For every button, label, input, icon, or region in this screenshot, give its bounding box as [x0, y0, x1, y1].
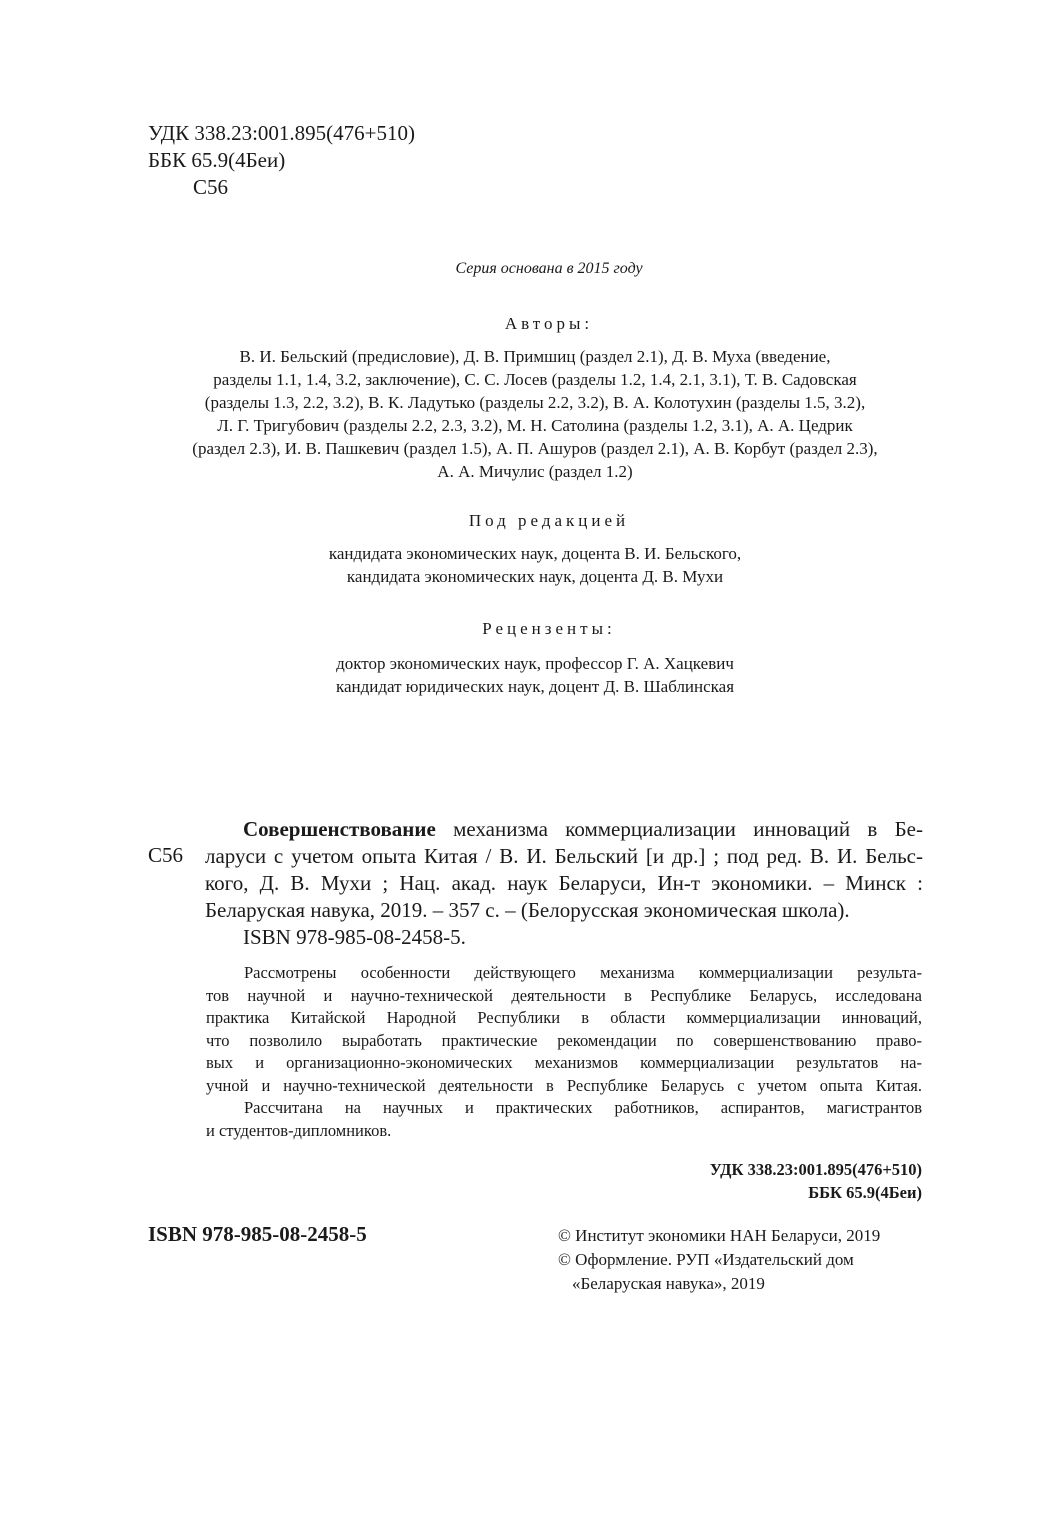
- bottom-classification-codes: [710, 1158, 922, 1204]
- copyright-line: «Беларуская навука», 2019: [572, 1274, 765, 1293]
- bottom-bbk-code: ББК 65.9(4Беи): [808, 1183, 922, 1202]
- authors-line: (раздел 2.3), И. В. Пашкевич (раздел 1.5), А. П. Ашуров (раздел 2.1), А. В. Корбут (раздел 2.3),: [192, 439, 878, 458]
- catalog-line: кого, Д. В. Мухи ; Нац. акад. наук Беларуси, Ин-т экономики. – Минск :: [205, 871, 923, 895]
- reviewers-heading: Рецензенты:: [482, 619, 616, 638]
- catalog-line-rest: механизма коммерциализации инноваций в Бе-: [435, 817, 923, 841]
- authors-line: А. А. Мичулис (раздел 1.2): [437, 462, 633, 481]
- annotation: [206, 962, 922, 1142]
- editors-list: [140, 542, 930, 588]
- annotation-line: Рассчитана на научных и практических работников, аспирантов, магистрантов: [244, 1098, 922, 1117]
- reviewer-line: доктор экономических наук, профессор Г. А. Хацкевич: [336, 654, 734, 673]
- annotation-line: Рассмотрены особенности действующего механизма коммерциализации результа-: [244, 963, 922, 982]
- series-note: Серия основана в 2015 году: [455, 260, 643, 277]
- catalog-isbn: ISBN 978-985-08-2458-5.: [243, 925, 466, 949]
- copyright-block: [558, 1224, 880, 1296]
- authors-heading: Авторы:: [504, 314, 594, 333]
- annotation-line: что позволило выработать практические рекомендации по совершенствованию право-: [206, 1030, 922, 1050]
- author-mark: С56: [193, 175, 229, 199]
- udk-code: УДК 338.23:001.895(476+510): [148, 121, 415, 145]
- catalog-line: ларуси с учетом опыта Китая / В. И. Бельский [и др.] ; под ред. В. И. Бельс-: [205, 844, 923, 868]
- catalog-author-mark: С56: [148, 843, 184, 867]
- reviewers-list: [140, 652, 930, 698]
- authors-list: [140, 345, 930, 483]
- isbn: ISBN 978-985-08-2458-5: [148, 1222, 367, 1246]
- authors-line: В. И. Бельский (предисловие), Д. В. Примшиц (раздел 2.1), Д. В. Муха (введение,: [239, 347, 831, 366]
- authors-line: (разделы 1.3, 2.2, 3.2), В. К. Ладутько (разделы 2.2, 3.2), В. А. Колотухин (разделы 1.5, 3.2),: [204, 393, 866, 412]
- reviewer-line: кандидат юридических наук, доцент Д. В. Шаблинская: [335, 677, 735, 696]
- authors-line: Л. Г. Тригубович (разделы 2.2, 2.3, 3.2), М. Н. Сатолина (разделы 1.2, 3.1), А. А. Цедрик: [217, 416, 853, 435]
- annotation-line: практика Китайской Народной Республики в области коммерциализации инноваций,: [206, 1008, 922, 1027]
- authors-line: разделы 1.1, 1.4, 3.2, заключение), С. С. Лосев (разделы 1.2, 1.4, 2.1, 3.1), Т. В. Садовская: [213, 370, 857, 389]
- catalog-title: Совершенствование: [243, 817, 436, 841]
- bottom-udk-code: УДК 338.23:001.895(476+510): [709, 1160, 922, 1179]
- annotation-line: учной и научно-технической деятельности в Республике Беларусь с учетом опыта Китая.: [206, 1075, 922, 1095]
- catalog-entry: [205, 816, 923, 951]
- editor-line: кандидата экономических наук, доцента Д. В. Мухи: [346, 567, 724, 586]
- editors-heading: Под редакцией: [468, 511, 630, 530]
- editor-line: кандидата экономических наук, доцента В. И. Бельского,: [328, 544, 742, 563]
- catalog-line: Беларуская навука, 2019. – 357 с. – (Белорусская экономическая школа).: [205, 898, 850, 922]
- annotation-line: и студентов-дипломников.: [206, 1120, 392, 1140]
- annotation-line: вых и организационно-экономических механизмов коммерциализации результатов на-: [206, 1053, 922, 1072]
- copyright-line: © Оформление. РУП «Издательский дом: [558, 1250, 854, 1269]
- top-classification-codes: [148, 120, 415, 201]
- annotation-line: тов научной и научно-технической деятельности в Республике Беларусь, исследована: [206, 985, 922, 1005]
- catalog-line: [205, 816, 923, 843]
- bbk-code: ББК 65.9(4Беи): [148, 148, 286, 172]
- copyright-line: © Институт экономики НАН Беларуси, 2019: [558, 1226, 881, 1245]
